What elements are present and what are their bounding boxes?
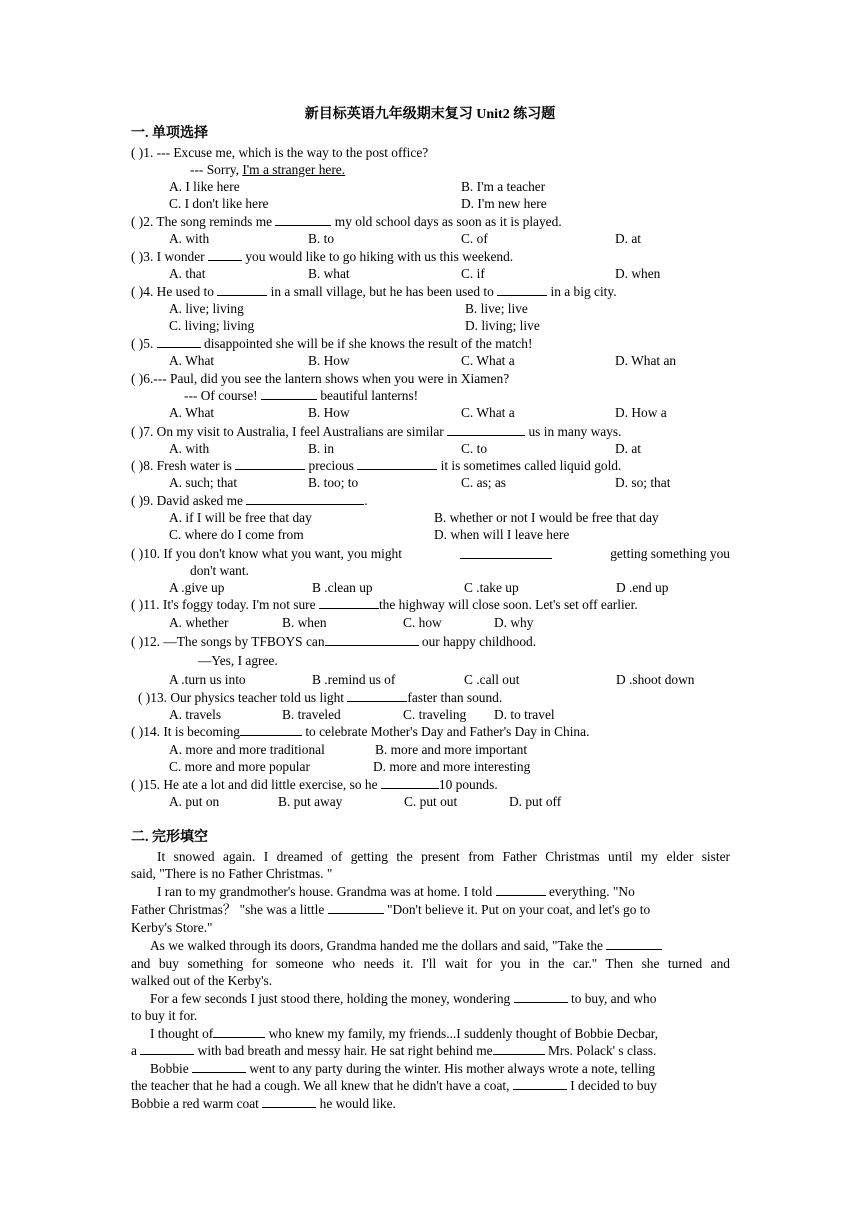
passage-line (131, 1078, 657, 1094)
question-4-stem (131, 284, 617, 300)
answer-blank (261, 388, 317, 400)
option-c: C. where do I come from (169, 527, 304, 542)
option-d: D. I'm new here (461, 196, 547, 211)
reply-text: --- Sorry, (190, 162, 243, 177)
option-d: D. so; that (615, 475, 671, 490)
option-a: A. such; that (169, 475, 238, 490)
passage-line: and buy something for someone who needs it. I'll wait for you in the car." Then she turned and (131, 956, 730, 971)
answer-blank (514, 991, 568, 1003)
option-b: B .remind us of (312, 672, 396, 687)
answer-blank (497, 284, 547, 296)
passage-line (150, 1061, 655, 1077)
answer-blank (513, 1078, 567, 1090)
option-a: A. put on (169, 794, 220, 809)
question-11-stem (131, 597, 638, 613)
option-d: D. put off (509, 794, 562, 809)
stem-part: ( )2. The song reminds me (131, 214, 273, 229)
question-10-stem (131, 546, 730, 562)
text-part: he would like. (319, 1096, 396, 1111)
answer-blank (328, 902, 384, 914)
passage-line: It snowed again. I dreamed of getting the present from Father Christmas until my elder sister (157, 849, 730, 864)
question-2-stem (131, 214, 562, 230)
question-5-stem (131, 336, 532, 352)
passage-line (131, 902, 650, 918)
text-part: Bobbie a red warm coat (131, 1096, 259, 1111)
text-part: who knew my family, my friends...I suddenly thought of Bobbie Decbar, (268, 1026, 659, 1041)
question-1-stem (131, 145, 428, 161)
option-a: A .give up (169, 580, 225, 595)
stem-part: disappointed she will be if she knows the result of the match! (204, 336, 533, 351)
option-a: A. live; living (169, 301, 244, 316)
text-part: I thought of (150, 1026, 214, 1041)
stem-part: ( )7. On my visit to Australia, I feel Australians are similar (131, 424, 444, 439)
option-b: B. too; to (308, 475, 359, 490)
option-d: D .shoot down (616, 672, 695, 687)
answer-blank (493, 1043, 545, 1055)
text-part: For a few seconds I just stood there, holding the money, wondering (150, 991, 511, 1006)
stem-part: in a small village, but he has been used to (270, 284, 494, 299)
answer-blank (208, 249, 242, 261)
text-part: Bobbie (150, 1061, 189, 1076)
answer-blank (357, 458, 437, 470)
stem-part: ( )14. It is becoming (131, 724, 240, 739)
option-c: C .call out (464, 672, 520, 687)
text-part: Mrs. Polack' s class. (547, 1043, 657, 1058)
passage-line (150, 991, 656, 1007)
question-9-stem (131, 493, 368, 509)
stem-part: ( )11. It's foggy today. I'm not sure (131, 597, 316, 612)
stem-part: our happy childhood. (421, 634, 537, 649)
text-part: I ran to my grandmother's house. Grandma was at home. I told (157, 884, 493, 899)
answer-blank (275, 214, 331, 226)
text-part: I decided to buy (570, 1078, 657, 1093)
option-b: B. in (308, 441, 335, 456)
option-d: D .end up (616, 580, 669, 595)
option-b: B. put away (278, 794, 343, 809)
stem-part: getting something you (610, 546, 730, 561)
stem-part: beautiful lanterns! (320, 388, 419, 403)
option-b: B. How (308, 353, 350, 368)
option-c: C. What a (461, 405, 515, 420)
text-part: As we walked through its doors, Grandma handed me the dollars and said, "Take the (150, 938, 603, 953)
answer-blank (192, 1061, 246, 1073)
passage-line: walked out of the Kerby's. (131, 973, 273, 988)
question-8-stem (131, 458, 621, 474)
section-heading-multiple-choice: 一. 单项选择 (131, 126, 208, 141)
stem-part: to celebrate Mother's Day and Father's Day in China. (305, 724, 590, 739)
question-3-stem (131, 249, 513, 265)
question-12-stem (131, 634, 536, 650)
option-a: A. that (169, 266, 206, 281)
option-c: C. put out (404, 794, 458, 809)
option-b: B. when (282, 615, 327, 630)
option-c: C. What a (461, 353, 515, 368)
option-c: C. as; as (461, 475, 507, 490)
answer-blank (217, 284, 267, 296)
passage-line (150, 1026, 658, 1042)
question-15-stem (131, 777, 498, 793)
answer-blank (240, 724, 302, 736)
question-1-text: ( )1. --- Excuse me, which is the way to the post office? (131, 145, 429, 160)
stem-part: my old school days as soon as it is played. (334, 214, 562, 229)
answer-blank (319, 597, 379, 609)
answer-blank (381, 777, 439, 789)
option-a: A. with (169, 441, 210, 456)
stem-part: ( )12. —The songs by TFBOYS can (131, 634, 325, 649)
answer-blank (157, 336, 201, 348)
option-b: B. whether or not I would be free that day (434, 510, 659, 525)
stem-part: it is sometimes called liquid gold. (440, 458, 622, 473)
stem-part: us in many ways. (528, 424, 622, 439)
option-a: A. travels (169, 707, 222, 722)
text-part: everything. "No (548, 884, 635, 899)
stem-part: faster than sound. (407, 690, 503, 705)
option-b: B. How (308, 405, 350, 420)
option-c: C. if (461, 266, 485, 281)
stem-part: ( )5. (131, 336, 154, 351)
question-12-reply: —Yes, I agree. (198, 653, 278, 668)
option-d: D. when (615, 266, 661, 281)
stem-part: ( )13. Our physics teacher told us light (138, 690, 345, 705)
option-d: D. to travel (494, 707, 555, 722)
answer-blank (447, 424, 525, 436)
option-a: A. What (169, 353, 215, 368)
text-part: with bad breath and messy hair. He sat right behind me (197, 1043, 493, 1058)
option-c: C. living; living (169, 318, 255, 333)
answer-blank (347, 690, 407, 702)
option-d: D. more and more interesting (373, 759, 531, 774)
option-a: A. with (169, 231, 210, 246)
option-a: A. I like here (169, 179, 240, 194)
option-b: B .clean up (312, 580, 373, 595)
stem-part: --- Of course! (184, 388, 258, 403)
option-a: A. if I will be free that day (169, 510, 312, 525)
answer-blank (325, 634, 419, 646)
stem-part: . (364, 493, 368, 508)
option-c: C. of (461, 231, 488, 246)
option-b: B. traveled (282, 707, 341, 722)
answer-blank (460, 547, 552, 559)
option-d: D. What an (615, 353, 677, 368)
passage-line (131, 1043, 656, 1059)
option-b: B. I'm a teacher (461, 179, 546, 194)
option-d: D. when will I leave here (434, 527, 570, 542)
option-c: C. to (461, 441, 488, 456)
text-part: the teacher that he had a cough. We all knew that he didn't have a coat, (131, 1078, 510, 1093)
option-b: B. what (308, 266, 350, 281)
answer-blank (606, 938, 662, 950)
text-part: a (131, 1043, 137, 1058)
stem-part: the highway will close soon. Let's set off earlier. (378, 597, 638, 612)
question-6-reply (184, 388, 418, 404)
option-c: C. traveling (403, 707, 467, 722)
answer-blank (235, 458, 305, 470)
passage-line: said, "There is no Father Christmas. " (131, 866, 333, 881)
section-heading-cloze: 二. 完形填空 (131, 830, 208, 845)
text-part: "Don't believe it. Put on your coat, and let's go to (387, 902, 651, 917)
question-14-stem (131, 724, 589, 740)
option-c: C. how (403, 615, 442, 630)
answer-blank (262, 1096, 316, 1108)
answer-blank (496, 884, 546, 896)
option-a: A. whether (169, 615, 229, 630)
option-a: A .turn us into (169, 672, 246, 687)
answer-blank (213, 1026, 265, 1038)
option-c: C .take up (464, 580, 519, 595)
text-part: Father Christmas？ "she was a little (131, 902, 325, 917)
option-d: D. at (615, 441, 642, 456)
text-part: went to any party during the winter. His mother always wrote a note, telling (249, 1061, 656, 1076)
stem-part: 10 pounds. (438, 777, 498, 792)
option-a: A. more and more traditional (169, 742, 325, 757)
passage-line (150, 938, 662, 954)
question-7-stem (131, 424, 621, 440)
stem-part: precious (308, 458, 354, 473)
passage-line: to buy it for. (131, 1008, 198, 1023)
answer-blank (140, 1043, 194, 1055)
option-a: A. What (169, 405, 215, 420)
stem-part: ( )3. I wonder (131, 249, 205, 264)
page-title: 新目标英语九年级期末复习 Unit2 练习题 (304, 107, 556, 122)
option-b: B. to (308, 231, 335, 246)
option-c: C. more and more popular (169, 759, 310, 774)
passage-line: Kerby's Store." (131, 920, 213, 935)
option-b: B. live; live (465, 301, 528, 316)
option-b: B. more and more important (375, 742, 528, 757)
passage-line (157, 884, 635, 900)
stem-part: ( )4. He used to (131, 284, 214, 299)
question-10-continuation: don't want. (190, 563, 249, 578)
question-13-stem (138, 690, 502, 706)
option-d: D. How a (615, 405, 667, 420)
stem-part: in a big city. (550, 284, 617, 299)
option-d: D. why (494, 615, 534, 630)
stem-part: ( )15. He ate a lot and did little exercise, so he (131, 777, 378, 792)
answer-blank (246, 493, 364, 505)
stem-part: you would like to go hiking with us this weekend. (245, 249, 514, 264)
passage-line (131, 1096, 396, 1112)
stem-part: ( )8. Fresh water is (131, 458, 232, 473)
option-d: D. at (615, 231, 642, 246)
question-6-stem: ( )6.--- Paul, did you see the lantern shows when you were in Xiamen? (131, 371, 510, 386)
option-d: D. living; live (465, 318, 540, 333)
option-c: C. I don't like here (169, 196, 269, 211)
stem-part: ( )10. If you don't know what you want, you might (131, 546, 402, 561)
stem-part: ( )9. David asked me (131, 493, 243, 508)
text-part: to buy, and who (570, 991, 657, 1006)
underlined-phrase: I'm a stranger here. (242, 162, 346, 177)
question-1-reply (190, 162, 345, 178)
